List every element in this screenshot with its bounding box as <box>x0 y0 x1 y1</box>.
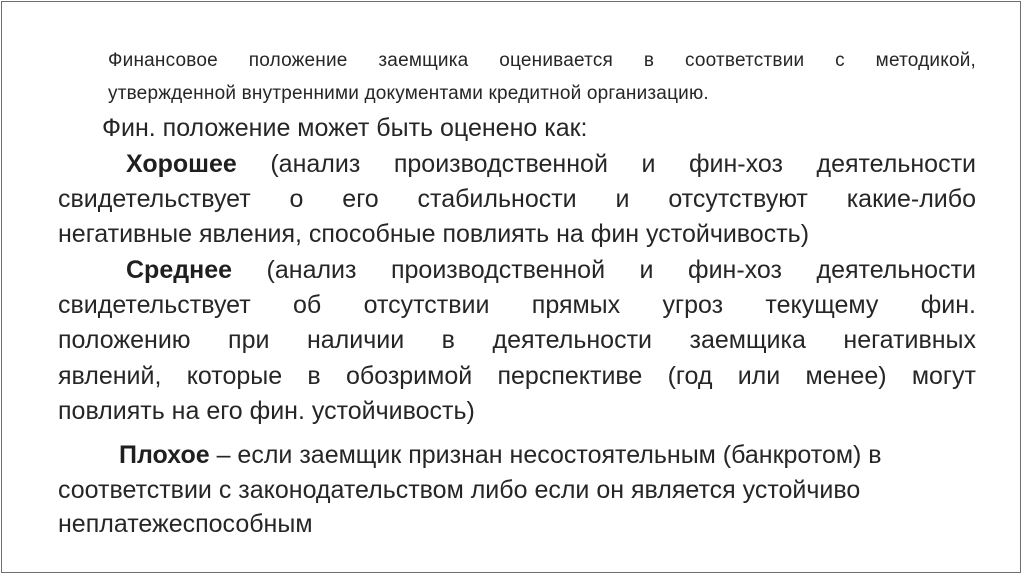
medium-text-1: (анализ производственной и фин-хоз деятельности <box>266 256 976 284</box>
bad-text-1: – если заемщик признан несостоятельным (банкротом) в <box>216 441 882 469</box>
medium-line-2: свидетельствует об отсутствии прямых угроз текущему фин. <box>58 291 976 319</box>
intro-line-2: утвержденной внутренними документами кредитной организацию. <box>108 83 709 104</box>
medium-line-5: повлиять на его фин. устойчивость) <box>58 397 475 425</box>
good-line-1 <box>126 150 976 179</box>
medium-line-3: положению при наличии в деятельности заемщика негативных <box>58 326 976 354</box>
bad-line-3: неплатежеспособным <box>58 510 313 538</box>
good-text-1: (анализ производственной и фин-хоз деятельности <box>270 150 976 178</box>
bad-line-2: соответствии с законодательством либо если он является устойчиво <box>58 476 861 504</box>
bad-line-1 <box>119 441 882 470</box>
medium-line-1 <box>126 256 976 285</box>
bad-term: Плохое <box>119 441 210 469</box>
good-term: Хорошее <box>126 150 237 178</box>
good-line-2: свидетельствует о его стабильности и отсутствуют какие-либо <box>58 185 976 213</box>
medium-line-4: явлений, которые в обозримой перспективе (год или менее) могут <box>58 362 976 390</box>
good-line-3: негативные явления, способные повлиять на фин устойчивость) <box>58 220 810 248</box>
medium-term: Среднее <box>126 256 233 284</box>
intro-line-1: Финансовое положение заемщика оценивается в соответствии с методикой, <box>108 50 976 71</box>
lead-sentence: Фин. положение может быть оценено как: <box>102 114 588 142</box>
